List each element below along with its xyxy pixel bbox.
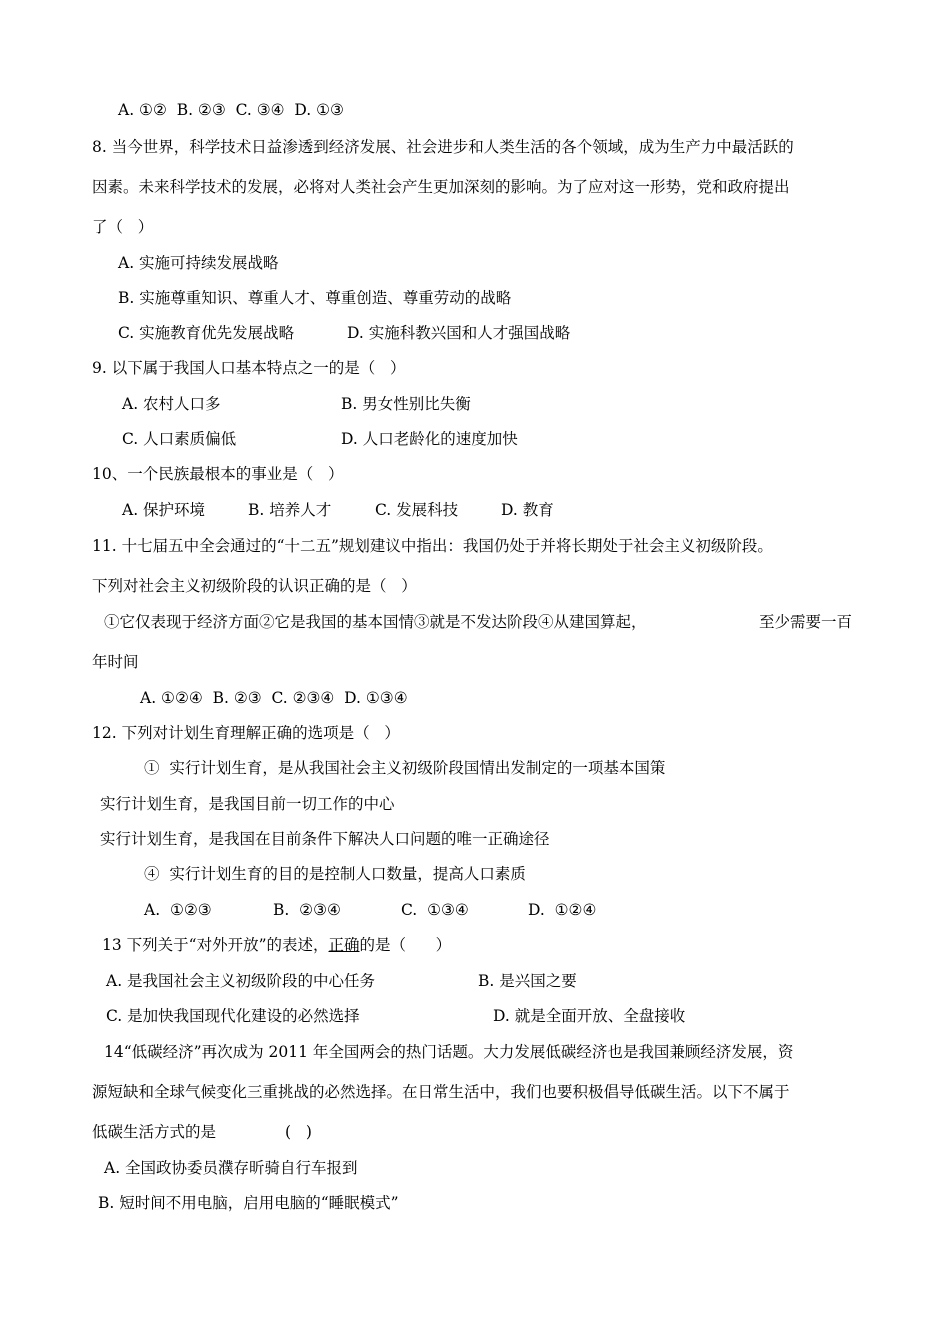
q12-item-1: ① 实行计划生育，是从我国社会主义初级阶段国情出发制定的一项基本国策 [144,759,666,777]
q12-option-b: B. ②③④ [273,901,341,919]
q13-stem-prefix: 13 下列关于“对外开放”的表述， [102,936,329,954]
q11-items-line1: ①它仅表现于经济方面②它是我国的基本国情③就是不发达阶段④从建国算起， [104,613,647,631]
q12-option-c: C. ①③④ [401,901,469,919]
q11-options: A. ①②④ B. ②③ C. ②③④ D. ①③④ [140,689,408,707]
q14-answer-blank: ( ) [285,1123,312,1141]
q13-option-c: C. 是加快我国现代化建设的必然选择 [106,1007,360,1025]
q14-stem-line2: 源短缺和全球气候变化三重挑战的必然选择。在日常生活中，我们也要积极倡导低碳生活。以下不属于 [92,1083,790,1101]
q14-stem-line1: 14“低碳经济”再次成为 2011 年全国两会的热门话题。大力发展低碳经济也是我国兼顾经济发展，资 [104,1043,794,1061]
q12-item-3: 实行计划生育，是我国在目前条件下解决人口问题的唯一正确途径 [100,830,550,848]
q9-option-c: C. 人口素质偏低 [122,430,237,448]
q8-option-d: D. 实施科教兴国和人才强国战略 [347,324,571,342]
q9-stem: 9. 以下属于我国人口基本特点之一的是（ ） [92,359,406,377]
q10-option-a: A. 保护环境 [122,501,206,519]
q8-option-a: A. 实施可持续发展战略 [118,254,279,272]
q13-stem-underlined: 正确 [328,936,360,954]
q10-option-b: B. 培养人才 [248,501,332,519]
q8-option-c: C. 实施教育优先发展战略 [118,324,295,342]
q10-stem: 10、一个民族最根本的事业是（ ） [92,465,344,483]
q14-stem-line3: 低碳生活方式的是 [92,1123,217,1141]
q8-stem-line2: 因素。未来科学技术的发展，必将对人类社会产生更加深刻的影响。为了应对这一形势，党和政府提出 [92,178,790,196]
q13-stem [102,935,451,955]
q10-option-d: D. 教育 [501,501,554,519]
q9-option-b: B. 男女性别比失衡 [341,395,471,413]
q13-option-d: D. 就是全面开放、全盘接收 [493,1007,686,1025]
q14-option-a: A. 全国政协委员濮存昕骑自行车报到 [104,1159,358,1177]
q9-option-a: A. 农村人口多 [122,395,221,413]
q12-option-d: D. ①②④ [528,901,597,919]
q12-item-2: 实行计划生育，是我国目前一切工作的中心 [100,795,395,813]
q7-options: A. ①② B. ②③ C. ③④ D. ①③ [118,101,344,119]
q12-item-4: ④ 实行计划生育的目的是控制人口数量，提高人口素质 [144,865,526,883]
q11-stem-line2: 下列对社会主义初级阶段的认识正确的是（ ） [92,577,417,595]
q12-stem: 12. 下列对计划生育理解正确的选项是（ ） [92,724,400,742]
q11-items-line1-end: 至少需要一百 [759,613,853,631]
q10-option-c: C. 发展科技 [375,501,459,519]
q8-stem-line1: 8. 当今世界，科学技术日益渗透到经济发展、社会进步和人类生活的各个领域，成为生产力中最活跃的 [92,138,794,156]
q8-stem-line3: 了（ ） [92,218,154,236]
q8-option-b: B. 实施尊重知识、尊重人才、尊重创造、尊重劳动的战略 [118,289,512,307]
q11-items-line2: 年时间 [92,653,139,671]
q13-option-b: B. 是兴国之要 [478,972,577,990]
q13-stem-suffix: 的是（ ） [359,936,452,954]
q11-stem-line1: 11. 十七届五中全会通过的“十二五”规划建议中指出：我国仍处于并将长期处于社会主义初级阶段。 [92,537,773,555]
q13-option-a: A. 是我国社会主义初级阶段的中心任务 [106,972,376,990]
q14-option-b: B. 短时间不用电脑，启用电脑的“睡眠模式” [98,1194,399,1212]
q12-option-a: A. ①②③ [144,901,212,919]
q9-option-d: D. 人口老龄化的速度加快 [341,430,518,448]
